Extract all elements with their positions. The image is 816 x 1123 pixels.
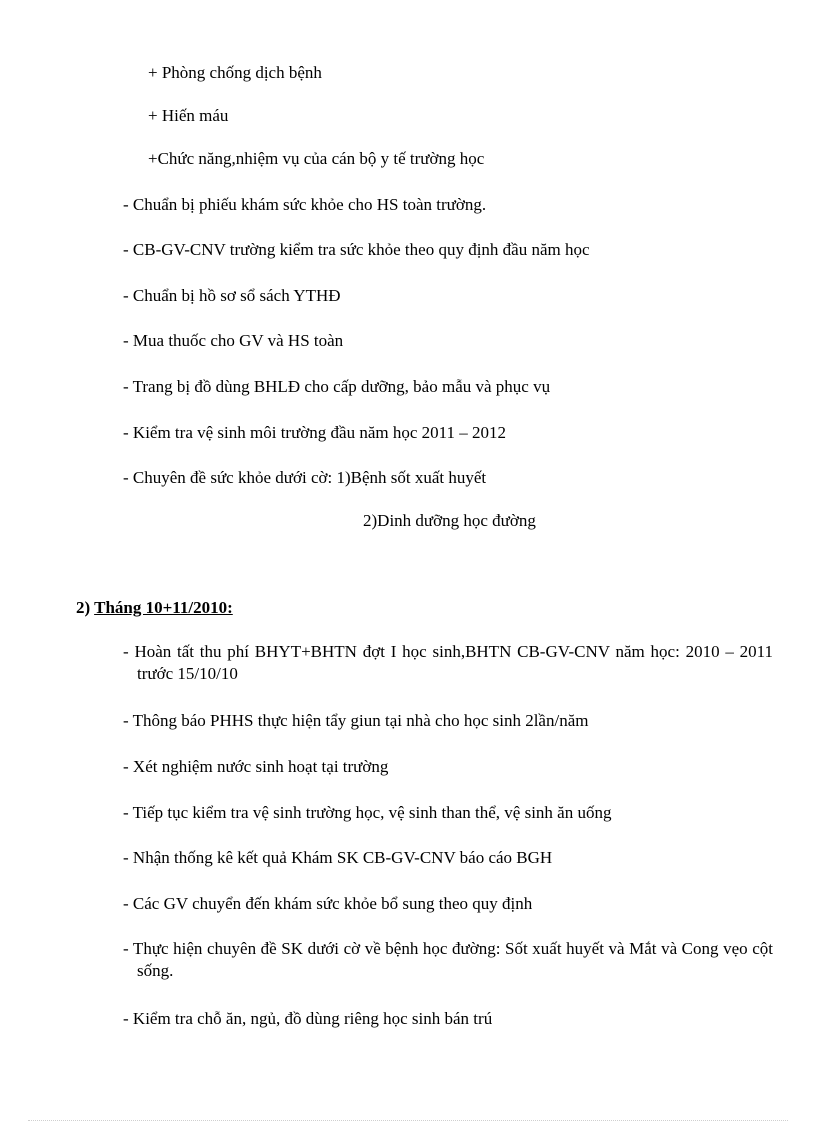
list-item: - Thông báo PHHS thực hiện tẩy giun tại nhà cho học sinh 2lần/năm [123,711,589,730]
sub-item: +Chức năng,nhiệm vụ của cán bộ y tế trường học [148,149,485,168]
list-item: - Các GV chuyển đến khám sức khỏe bổ sung theo quy định [123,894,533,913]
sub-item: + Hiến máu [148,106,229,125]
sub-item: + Phòng chống dịch bệnh [148,63,322,82]
section-number: 2) [76,598,91,617]
list-item: - Xét nghiệm nước sinh hoạt tại trường [123,757,389,776]
section-title: Tháng 10+11/2010: [94,598,233,617]
list-item-continuation: 2)Dinh dưỡng học đường [363,511,536,530]
list-item: - Mua thuốc cho GV và HS toàn [123,331,344,350]
list-item: - Kiểm tra chỗ ăn, ngủ, đồ dùng riêng học sinh bán trú [123,1009,493,1028]
list-item: - Thực hiện chuyên đề SK dưới cờ về bệnh học đường: Sốt xuất huyết và Mắt và Cong vẹo cột sống. [123,939,773,980]
list-item: - Chuẩn bị phiếu khám sức khỏe cho HS toàn trường. [123,195,487,214]
list-item: - Chuyên đề sức khỏe dưới cờ: 1)Bệnh sốt xuất huyết [123,468,487,487]
list-item: - Chuẩn bị hồ sơ sổ sách YTHĐ [123,286,341,305]
section-heading [76,597,233,619]
list-item: - Kiểm tra vệ sinh môi trường đầu năm học 2011 – 2012 [123,423,507,442]
list-item: - CB-GV-CNV trường kiểm tra sức khỏe theo quy định đầu năm học [123,240,590,259]
list-item: - Nhận thống kê kết quả Khám SK CB-GV-CNV báo cáo BGH [123,848,553,867]
list-item: - Trang bị đồ dùng BHLĐ cho cấp dưỡng, bảo mẫu và phục vụ [123,377,551,396]
page-divider [28,1120,788,1121]
list-item: - Tiếp tục kiểm tra vệ sinh trường học, vệ sinh than thể, vệ sinh ăn uống [123,803,612,822]
list-item: - Hoàn tất thu phí BHYT+BHTN đợt I học sinh,BHTN CB-GV-CNV năm học: 2010 – 2011 trước 15/10/10 [123,642,773,683]
